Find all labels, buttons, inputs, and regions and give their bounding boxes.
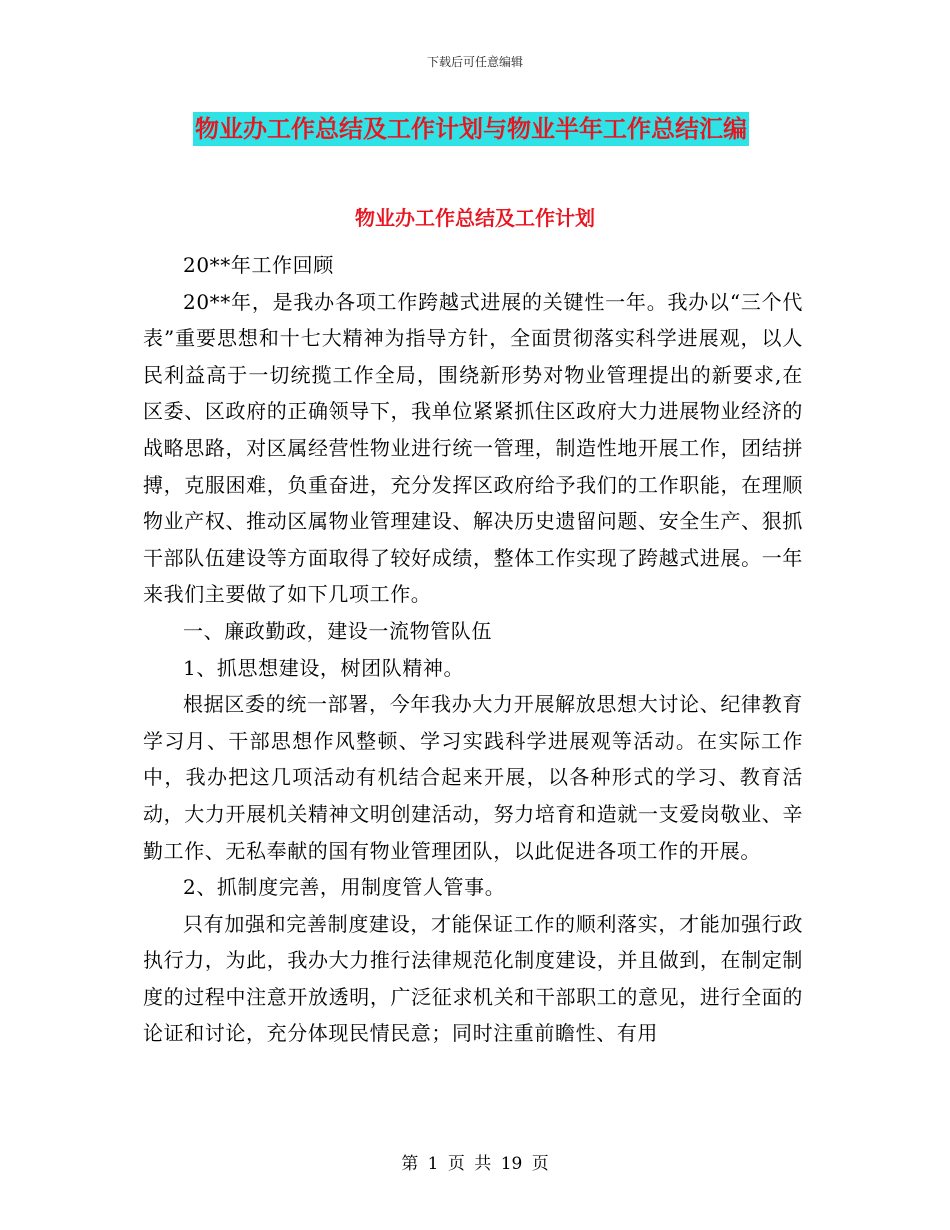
- main-title: 物业办工作总结及工作计划与物业半年工作总结汇编: [193, 112, 749, 146]
- header-note: 下载后可任意编辑: [426, 55, 523, 69]
- document-body: [143, 247, 803, 1052]
- page-footer: 第 1 页 共 19 页: [401, 1154, 549, 1174]
- subheading-1: 1、抓思想建设，树团队精神。: [183, 655, 465, 680]
- paragraph-intro: 20**年，是我办各项工作跨越式进展的关键性一年。我办以“三个代表”重要思想和十七大精神为指导方针，全面贯彻落实科学进展观，以人民利益高于一切统揽工作全局，围绕新形势对物业管理提出的新要求,在区委、区政府的正确领导下，我单位紧紧抓住区政府大力进展物业经济的战略思路，对区属经营性物业进行统一管理，制造性地开展工作，团结拼搏，克服困难，负重奋进，充分发挥区政府给予我们的工作职能，在理顺物业产权、推动区属物业管理建设、解决历史遗留问题、安全生产、狠抓干部队伍建设等方面取得了较好成绩，整体工作实现了跨越式进展。一年来我们主要做了如下几项工作。: [143, 289, 803, 607]
- section-heading-review: 20**年工作回顾: [183, 253, 334, 277]
- paragraph-thought-building: 根据区委的统一部署，今年我办大力开展解放思想大讨论、纪律教育学习月、干部思想作风整顿、学习实践科学进展观等活动。在实际工作中，我办把这几项活动有机结合起来开展，以各种形式的学习、教育活动，大力开展机关精神文明创建活动，努力培育和造就一支爱岗敬业、辛勤工作、无私奉献的国有物业管理团队，以此促进各项工作的开展。: [143, 692, 803, 863]
- section-heading-1: 一、廉政勤政，建设一流物管队伍: [183, 618, 492, 643]
- subheading-2: 2、抓制度完善，用制度管人管事。: [183, 875, 506, 900]
- sub-title: 物业办工作总结及工作计划: [355, 206, 595, 230]
- paragraph-system-building: 只有加强和完善制度建设，才能保证工作的顺利落实，才能加强行政执行力，为此，我办大力推行法律规范化制度建设，并且做到，在制定制度的过程中注意开放透明，广泛征求机关和干部职工的意见，进行全面的论证和讨论，充分体现民情民意；同时注重前瞻性、有用: [143, 911, 803, 1046]
